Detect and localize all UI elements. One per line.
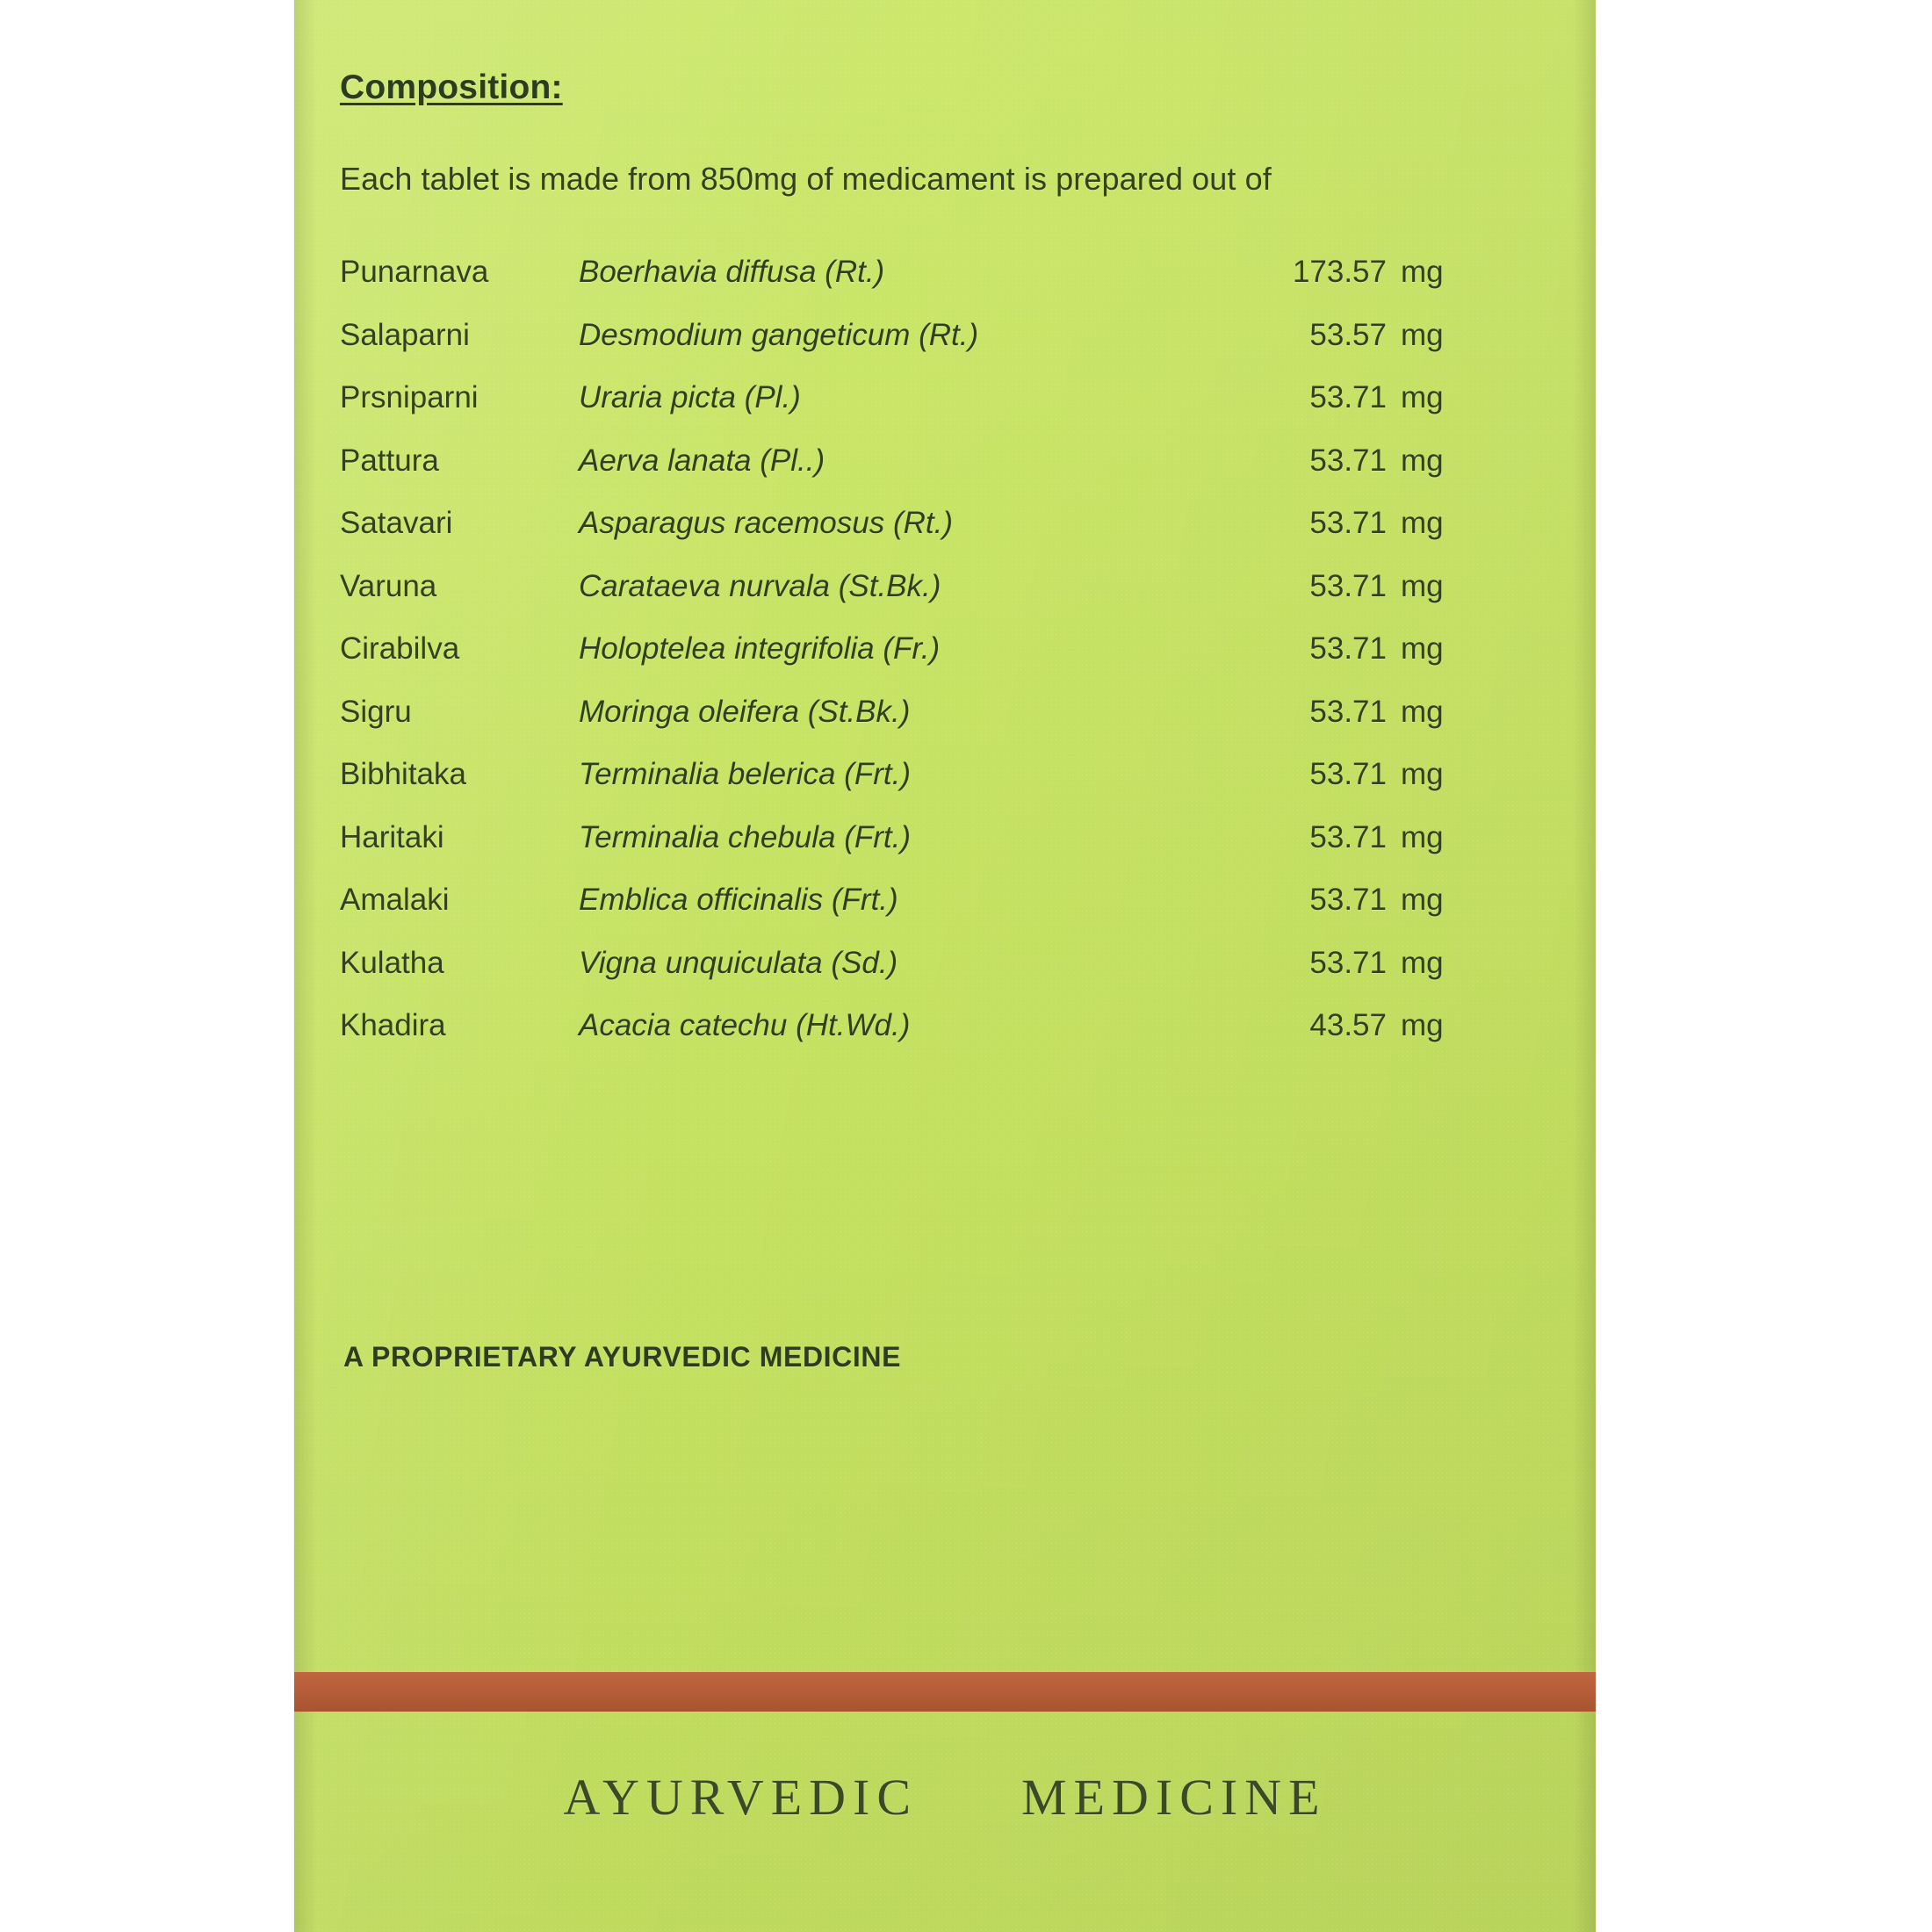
ingredient-botanical-name: Carataeva nurvala (St.Bk.) [579, 568, 941, 603]
ingredient-quantity: 53.71 [1309, 945, 1387, 980]
composition-heading: Composition: [340, 68, 563, 106]
ingredient-common-name: Cirabilva [340, 631, 460, 666]
medicine-package-panel [294, 0, 1596, 1932]
ingredient-botanical-name: Acacia catechu (Ht.Wd.) [579, 1008, 911, 1042]
ingredient-row [340, 318, 1534, 381]
ingredient-unit: mg [1401, 568, 1444, 603]
ingredient-botanical-name: Boerhavia diffusa (Rt.) [579, 255, 885, 289]
ingredient-quantity: 53.71 [1309, 757, 1387, 791]
ingredient-quantity: 53.71 [1309, 506, 1387, 540]
ingredient-common-name: Haritaki [340, 819, 444, 854]
ingredient-quantity: 43.57 [1309, 1008, 1387, 1042]
ingredient-common-name: Khadira [340, 1008, 446, 1042]
ingredient-botanical-name: Emblica officinalis (Frt.) [579, 883, 898, 917]
ingredient-row [340, 569, 1534, 632]
ingredient-quantity: 53.71 [1309, 694, 1387, 729]
ingredients-table [340, 255, 1534, 1071]
composition-subheading: Each tablet is made from 850mg of medicament is prepared out of [340, 161, 1272, 197]
ingredient-row [340, 820, 1534, 883]
ingredient-botanical-name: Vigna unquiculata (Sd.) [579, 945, 898, 980]
ingredient-row [340, 631, 1534, 695]
proprietary-note: A PROPRIETARY AYURVEDIC MEDICINE [343, 1341, 902, 1373]
ingredient-unit: mg [1401, 380, 1444, 415]
ingredient-botanical-name: Asparagus racemosus (Rt.) [579, 506, 953, 540]
ingredient-quantity: 173.57 [1292, 255, 1387, 289]
ingredient-quantity: 53.71 [1309, 883, 1387, 917]
ingredient-row [340, 380, 1534, 443]
ingredient-quantity: 53.71 [1309, 568, 1387, 603]
ingredient-botanical-name: Terminalia belerica (Frt.) [579, 757, 911, 791]
ingredient-quantity: 53.71 [1309, 443, 1387, 478]
ingredient-botanical-name: Moringa oleifera (St.Bk.) [579, 694, 911, 729]
ingredient-common-name: Varuna [340, 568, 437, 603]
ingredient-unit: mg [1401, 443, 1444, 478]
ingredient-botanical-name: Desmodium gangeticum (Rt.) [579, 317, 979, 352]
ingredient-unit: mg [1401, 506, 1444, 540]
ingredient-unit: mg [1401, 317, 1444, 352]
ingredient-unit: mg [1401, 694, 1444, 729]
ingredient-common-name: Amalaki [340, 883, 450, 917]
footer-word-ayurvedic: AYURVEDIC [563, 1769, 919, 1826]
ingredient-row [340, 883, 1534, 946]
ingredient-common-name: Sigru [340, 694, 412, 729]
ingredient-common-name: Pattura [340, 443, 439, 478]
ingredient-common-name: Kulatha [340, 945, 444, 980]
ingredient-quantity: 53.71 [1309, 819, 1387, 854]
panel-content [294, 0, 1596, 1932]
ingredient-row [340, 1008, 1534, 1071]
ingredient-common-name: Punarnava [340, 255, 489, 289]
ingredient-unit: mg [1401, 255, 1444, 289]
footer-wordmark [294, 1768, 1596, 1827]
footer-word-medicine: MEDICINE [1021, 1769, 1327, 1826]
ingredient-common-name: Salaparni [340, 317, 470, 352]
ingredient-quantity: 53.57 [1309, 317, 1387, 352]
ingredient-botanical-name: Uraria picta (Pl.) [579, 380, 801, 415]
ingredient-botanical-name: Holoptelea integrifolia (Fr.) [579, 631, 941, 666]
ingredient-unit: mg [1401, 883, 1444, 917]
ingredient-row [340, 506, 1534, 569]
ingredient-row [340, 255, 1534, 318]
ingredient-row [340, 443, 1534, 507]
ingredient-unit: mg [1401, 819, 1444, 854]
ingredient-row [340, 946, 1534, 1009]
ingredient-unit: mg [1401, 757, 1444, 791]
decorative-stripe [294, 1672, 1596, 1712]
ingredient-row [340, 757, 1534, 820]
ingredient-row [340, 695, 1534, 758]
ingredient-botanical-name: Aerva lanata (Pl..) [579, 443, 825, 478]
ingredient-common-name: Prsniparni [340, 380, 479, 415]
ingredient-unit: mg [1401, 1008, 1444, 1042]
ingredient-common-name: Bibhitaka [340, 757, 466, 791]
ingredient-unit: mg [1401, 631, 1444, 666]
ingredient-unit: mg [1401, 945, 1444, 980]
ingredient-quantity: 53.71 [1309, 631, 1387, 666]
ingredient-common-name: Satavari [340, 506, 453, 540]
ingredient-botanical-name: Terminalia chebula (Frt.) [579, 819, 912, 854]
ingredient-quantity: 53.71 [1309, 380, 1387, 415]
